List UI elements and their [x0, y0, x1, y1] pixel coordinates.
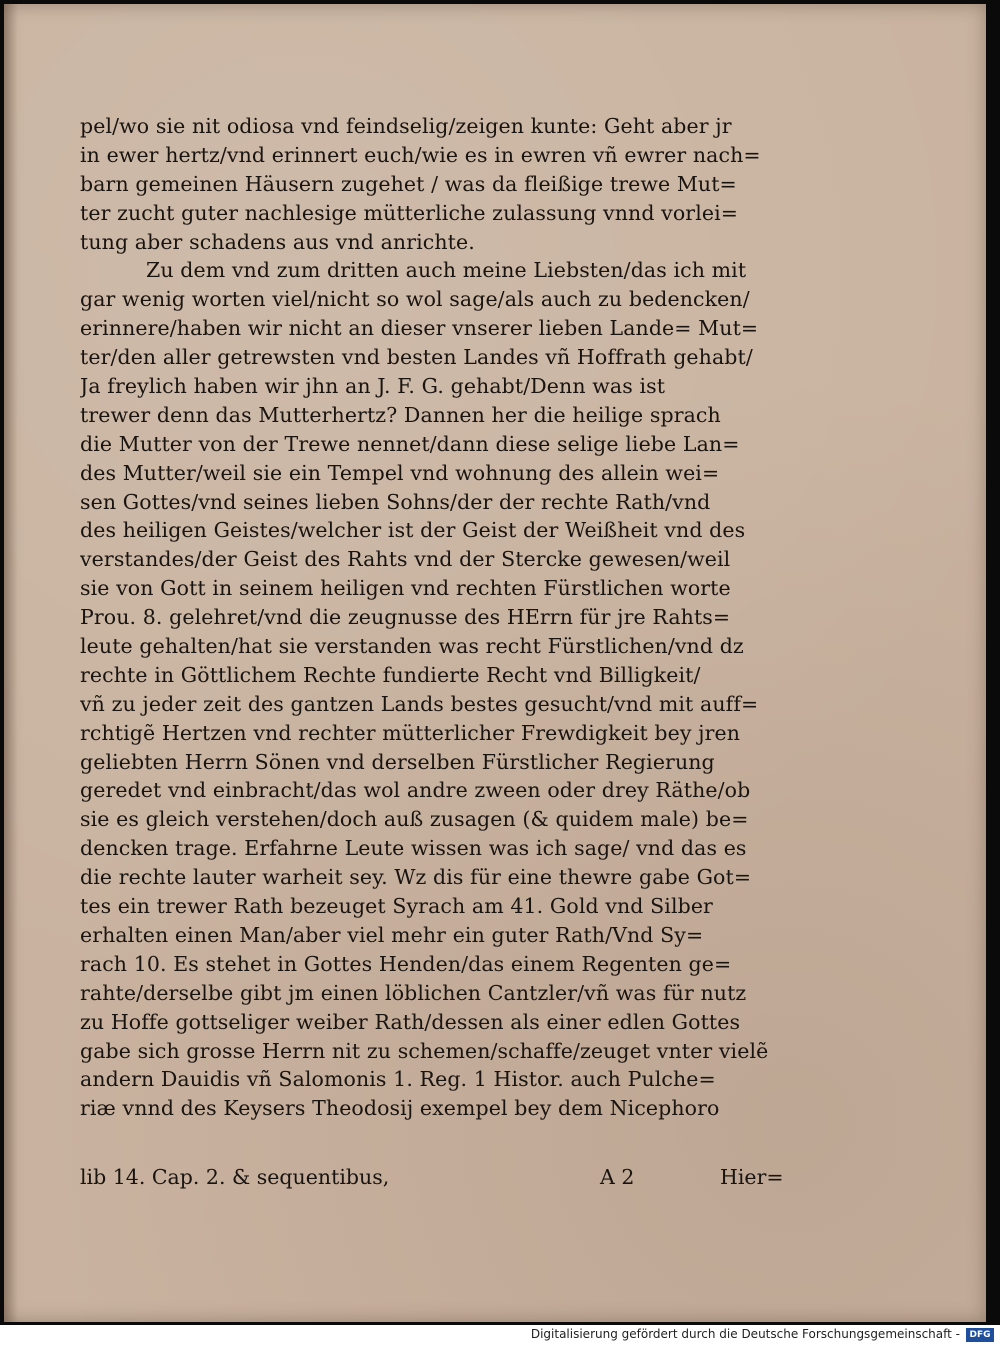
dfg-logo-icon: DFG [966, 1328, 994, 1342]
text-line: erhalten einen Man/aber viel mehr ein guter Rath/Vnd Sy= [80, 922, 704, 947]
text-line: Ja freylich haben wir jhn an J. F. G. gehabt/Denn was ist [80, 374, 666, 399]
text-line: gar wenig worten viel/nicht so wol sage/als auch zu bedencken/ [80, 287, 750, 312]
text-line: rahte/derselbe gibt jm einen löblichen Cantzler/vñ was für nutz [80, 980, 747, 1005]
text-line: vñ zu jeder zeit des gantzen Lands bestes gesucht/vnd mit auff= [80, 691, 759, 716]
text-line: trewer denn das Mutterhertz? Dannen her die heilige sprach [80, 402, 721, 427]
funding-notice: Digitalisierung gefördert durch die Deutsche Forschungsgemeinschaft - [530, 1327, 960, 1341]
text-line: rechte in Göttlichem Rechte fundierte Recht vnd Billigkeit/ [80, 662, 701, 687]
text-line: sie von Gott in seinem heiligen vnd rechten Fürstlichen worte [80, 576, 731, 601]
signature-mark: A 2 [600, 1165, 635, 1189]
footer-bar [0, 1325, 1000, 1346]
text-line: sen Gottes/vnd seines lieben Sohns/der der rechte Rath/vnd [80, 489, 711, 514]
text-line: ter zucht guter nachlesige mütterliche zulassung vnnd vorlei= [80, 200, 739, 225]
text-line: die rechte lauter warheit sey. Wz dis für eine thewre gabe Got= [80, 865, 752, 890]
text-line: Zu dem vnd zum dritten auch meine Liebsten/das ich mit [146, 258, 747, 283]
text-line: pel/wo sie nit odiosa vnd feindselig/zeigen kunte: Geht aber jr [80, 114, 732, 138]
text-line: die Mutter von der Trewe nennet/dann diese selige liebe Lan= [80, 431, 740, 456]
text-line: Prou. 8. gelehret/vnd die zeugnusse des HErrn für jre Rahts= [80, 605, 731, 630]
text-line: in ewer hertz/vnd erinnert euch/wie es in ewren vñ ewrer nach= [80, 142, 761, 167]
page-gutter-shadow [4, 4, 18, 1322]
text-line: riæ vnnd des Keysers Theodosij exempel bey dem Nicephoro [80, 1096, 720, 1121]
text-line: des heiligen Geistes/welcher ist der Geist der Weißheit vnd des [80, 518, 746, 543]
page-bottom-line [80, 1163, 800, 1192]
text-line: dencken trage. Erfahrne Leute wissen was ich sage/ vnd das es [80, 836, 747, 861]
catchword: Hier= [720, 1165, 784, 1189]
text-line: erinnere/haben wir nicht an dieser vnserer lieben Lande= Mut= [80, 316, 759, 341]
text-line: ter/den aller getrewsten vnd besten Landes vñ Hoffrath gehabt/ [80, 345, 753, 370]
text-line: verstandes/der Geist des Rahts vnd der Stercke gewesen/weil [80, 547, 731, 572]
text-line: leute gehalten/hat sie verstanden was recht Fürstlichen/vnd dz [80, 634, 744, 659]
text-line: tung aber schadens aus vnd anrichte. [80, 229, 475, 254]
text-line: rchtigẽ Hertzen vnd rechter mütterlicher Frewdigkeit bey jren [80, 720, 741, 745]
reference-text: lib 14. Cap. 2. & sequentibus, [80, 1165, 390, 1189]
text-line: sie es gleich verstehen/doch auß zusagen (& quidem male) be= [80, 807, 749, 832]
text-line: andern Dauidis vñ Salomonis 1. Reg. 1 Histor. auch Pulche= [80, 1067, 716, 1092]
text-line: geliebten Herrn Sönen vnd derselben Fürstlicher Regierung [80, 749, 715, 774]
text-line: geredet vnd einbracht/das wol andre zween oder drey Räthe/ob [80, 778, 751, 803]
text-line: gabe sich grosse Herrn nit zu schemen/schaffe/zeuget vnter vielẽ [80, 1038, 769, 1063]
text-line: des Mutter/weil sie ein Tempel vnd wohnung des allein wei= [80, 460, 720, 485]
text-line: tes ein trewer Rath bezeuget Syrach am 41. Gold vnd Silber [80, 894, 713, 919]
text-line: barn gemeinen Häusern zugehet / was da fleißige trewe Mut= [80, 171, 737, 196]
text-line: zu Hoffe gottseliger weiber Rath/dessen als einer edlen Gottes [80, 1009, 741, 1034]
page-text-block [80, 112, 800, 1123]
text-line: rach 10. Es stehet in Gottes Henden/das einem Regenten ge= [80, 951, 732, 976]
